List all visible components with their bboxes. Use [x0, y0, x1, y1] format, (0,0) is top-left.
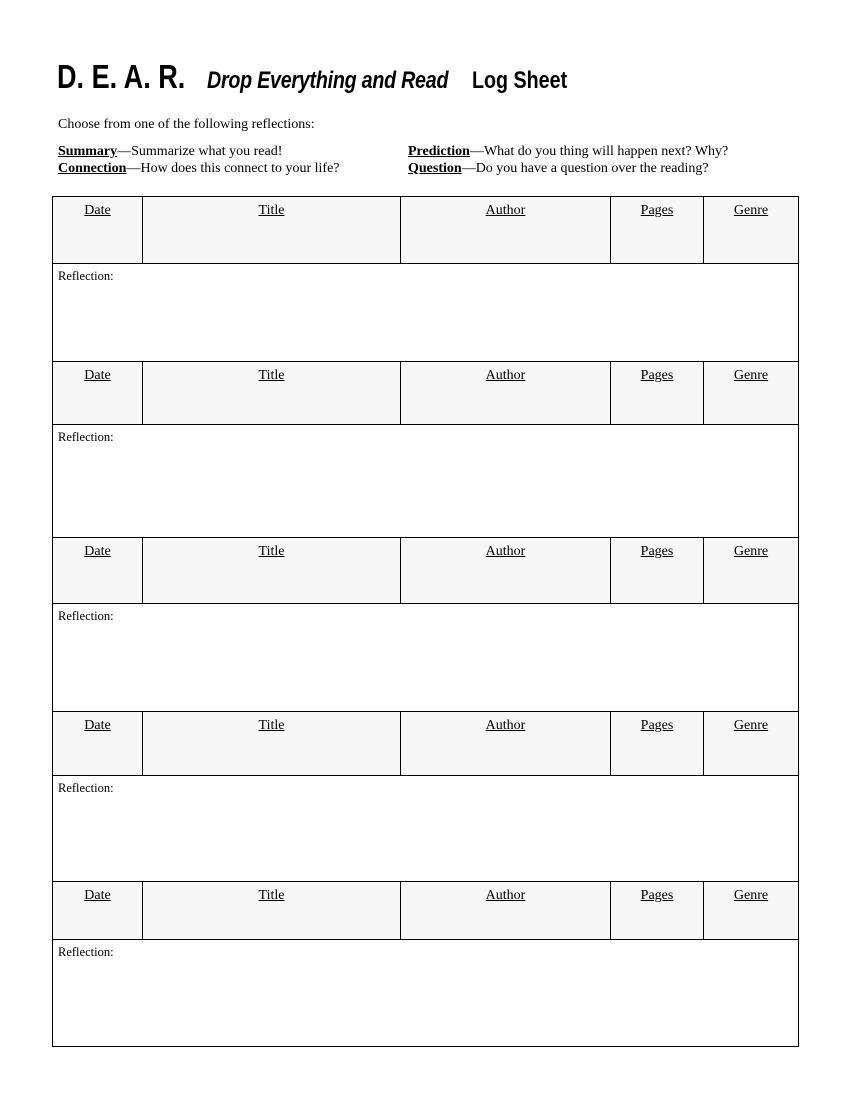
date-cell[interactable] [53, 538, 143, 603]
instructions-text: Choose from one of the following reflections: [58, 117, 315, 132]
date-cell[interactable] [53, 197, 143, 263]
option-key: Question [408, 161, 462, 176]
title-cell[interactable] [143, 362, 401, 424]
reflection-label: Reflection: [58, 430, 114, 444]
log-entry [53, 538, 798, 712]
reflection-box[interactable] [53, 776, 798, 882]
title-cell[interactable] [143, 538, 401, 603]
author-label: Author [485, 368, 526, 383]
genre-label: Genre [733, 544, 769, 559]
pages-label: Pages [640, 718, 674, 733]
genre-label: Genre [733, 718, 769, 733]
date-label: Date [84, 888, 111, 903]
pages-cell[interactable] [611, 538, 704, 603]
genre-label: Genre [733, 203, 769, 218]
option-connection [58, 160, 408, 177]
author-label: Author [485, 544, 526, 559]
entry-header-row [53, 712, 798, 776]
entry-header-row [53, 362, 798, 425]
options-row [58, 160, 778, 177]
date-cell[interactable] [53, 712, 143, 775]
log-entry [53, 197, 798, 362]
pages-cell[interactable] [611, 197, 704, 263]
option-text: —Summarize what you read! [117, 144, 283, 159]
title-cell[interactable] [143, 712, 401, 775]
option-key: Connection [58, 161, 127, 176]
author-cell[interactable] [401, 197, 611, 263]
option-text: —How does this connect to your life? [126, 161, 340, 176]
page-title [57, 58, 588, 96]
pages-label: Pages [640, 888, 674, 903]
option-text: —What do you thing will happen next? Why? [469, 144, 729, 159]
log-entry [53, 712, 798, 882]
options-row [58, 143, 778, 160]
author-label: Author [485, 718, 526, 733]
genre-cell[interactable] [704, 882, 798, 939]
reflection-options [58, 143, 778, 177]
date-label: Date [84, 544, 111, 559]
title-label: Title [258, 544, 285, 559]
log-entry [53, 362, 798, 538]
option-question [408, 160, 709, 177]
option-text: —Do you have a question over the reading? [461, 161, 709, 176]
reflection-label: Reflection: [58, 781, 114, 795]
genre-cell[interactable] [704, 712, 798, 775]
author-label: Author [485, 888, 526, 903]
entry-header-row [53, 197, 798, 264]
reflection-label: Reflection: [58, 945, 114, 959]
genre-cell[interactable] [704, 538, 798, 603]
title-suffix: Log Sheet [472, 67, 568, 94]
reflection-box[interactable] [53, 604, 798, 712]
genre-cell[interactable] [704, 197, 798, 263]
genre-label: Genre [733, 888, 769, 903]
author-label: Author [485, 203, 526, 218]
option-prediction [408, 143, 728, 160]
log-table [52, 196, 799, 1047]
reflection-label: Reflection: [58, 269, 114, 283]
title-label: Title [258, 203, 285, 218]
title-cell[interactable] [143, 197, 401, 263]
genre-label: Genre [733, 368, 769, 383]
entry-header-row [53, 882, 798, 940]
title-acronym: D. E. A. R. [57, 58, 186, 95]
entry-header-row [53, 538, 798, 604]
author-cell[interactable] [401, 538, 611, 603]
author-cell[interactable] [401, 882, 611, 939]
title-expansion: Drop Everything and Read [207, 67, 449, 94]
title-label: Title [258, 718, 285, 733]
title-label: Title [258, 368, 285, 383]
date-cell[interactable] [53, 362, 143, 424]
pages-cell[interactable] [611, 712, 704, 775]
title-label: Title [258, 888, 285, 903]
pages-label: Pages [640, 368, 674, 383]
pages-cell[interactable] [611, 362, 704, 424]
pages-label: Pages [640, 203, 674, 218]
genre-cell[interactable] [704, 362, 798, 424]
title-cell[interactable] [143, 882, 401, 939]
author-cell[interactable] [401, 712, 611, 775]
reflection-label: Reflection: [58, 609, 114, 623]
date-label: Date [84, 203, 111, 218]
pages-cell[interactable] [611, 882, 704, 939]
log-entry [53, 882, 798, 1046]
author-cell[interactable] [401, 362, 611, 424]
reflection-box[interactable] [53, 425, 798, 538]
reflection-box[interactable] [53, 940, 798, 1046]
option-key: Prediction [408, 144, 470, 159]
date-cell[interactable] [53, 882, 143, 939]
date-label: Date [84, 368, 111, 383]
option-summary [58, 143, 408, 160]
pages-label: Pages [640, 544, 674, 559]
date-label: Date [84, 718, 111, 733]
option-key: Summary [58, 144, 118, 159]
reflection-box[interactable] [53, 264, 798, 362]
